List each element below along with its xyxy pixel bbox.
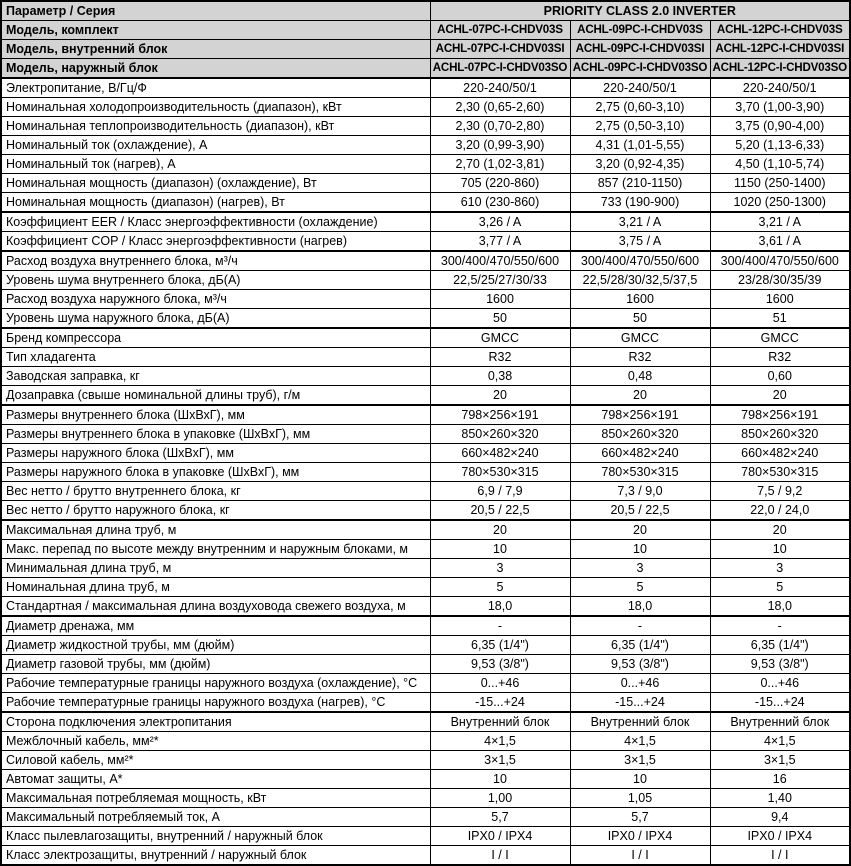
- spec-table-body: [1, 1, 850, 865]
- spec-value: 1600: [430, 290, 570, 309]
- table-row: [1, 751, 850, 770]
- spec-value: 3,21 / A: [570, 212, 710, 232]
- spec-value: 660×482×240: [710, 444, 850, 463]
- spec-row-label: Межблочный кабель, мм²*: [1, 732, 430, 751]
- spec-row-label: Максимальный потребляемый ток, А: [1, 808, 430, 827]
- spec-value: ACHL-07PC-I-CHDV03S: [430, 21, 570, 40]
- table-row: [1, 405, 850, 425]
- table-row: [1, 328, 850, 348]
- spec-value: 798×256×191: [710, 405, 850, 425]
- table-row: [1, 309, 850, 329]
- spec-value: 850×260×320: [710, 425, 850, 444]
- spec-value: 780×530×315: [430, 463, 570, 482]
- spec-row-label: Модель, наружный блок: [1, 59, 430, 79]
- spec-value: 6,9 / 7,9: [430, 482, 570, 501]
- spec-value: GMCC: [710, 328, 850, 348]
- table-row: [1, 789, 850, 808]
- spec-row-label: Рабочие температурные границы наружного воздуха (охлаждение), °С: [1, 674, 430, 693]
- spec-value: 5,7: [430, 808, 570, 827]
- spec-row-label: Номинальный ток (нагрев), А: [1, 155, 430, 174]
- spec-value: 857 (210-1150): [570, 174, 710, 193]
- spec-row-label: Расход воздуха внутреннего блока, м³/ч: [1, 251, 430, 271]
- table-row: [1, 616, 850, 636]
- spec-value: 660×482×240: [430, 444, 570, 463]
- series-title: PRIORITY CLASS 2.0 INVERTER: [430, 1, 850, 21]
- spec-value: 220-240/50/1: [430, 78, 570, 98]
- spec-row-label: Уровень шума наружного блока, дБ(А): [1, 309, 430, 329]
- spec-value: 20,5 / 22,5: [430, 501, 570, 521]
- spec-value: 20: [430, 520, 570, 540]
- spec-value: 7,5 / 9,2: [710, 482, 850, 501]
- spec-value: 22,5/25/27/30/33: [430, 271, 570, 290]
- spec-value: -15...+24: [430, 693, 570, 713]
- spec-value: -: [570, 616, 710, 636]
- spec-value: 3,75 (0,90-4,00): [710, 117, 850, 136]
- spec-value: 300/400/470/550/600: [570, 251, 710, 271]
- spec-value: -: [710, 616, 850, 636]
- spec-value: 3,21 / A: [710, 212, 850, 232]
- spec-value: 1600: [570, 290, 710, 309]
- spec-value: Внутренний блок: [710, 712, 850, 732]
- spec-row-label: Сторона подключения электропитания: [1, 712, 430, 732]
- spec-row-label: Максимальная длина труб, м: [1, 520, 430, 540]
- spec-value: 5: [570, 578, 710, 597]
- spec-value: 5: [710, 578, 850, 597]
- spec-value: 3,26 / A: [430, 212, 570, 232]
- spec-value: 6,35 (1/4"): [430, 636, 570, 655]
- spec-value: 9,53 (3/8"): [710, 655, 850, 674]
- spec-value: 3×1,5: [570, 751, 710, 770]
- spec-value: 2,30 (0,65-2,60): [430, 98, 570, 117]
- spec-value: 1150 (250-1400): [710, 174, 850, 193]
- table-row: [1, 827, 850, 846]
- spec-value: 3: [710, 559, 850, 578]
- spec-row-label: Класс электрозащиты, внутренний / наружный блок: [1, 846, 430, 866]
- table-row: [1, 78, 850, 98]
- spec-value: 4,50 (1,10-5,74): [710, 155, 850, 174]
- table-row: [1, 212, 850, 232]
- spec-value: ACHL-09PC-I-CHDV03SI: [570, 40, 710, 59]
- spec-row-label: Номинальная длина труб, м: [1, 578, 430, 597]
- spec-value: 3×1,5: [430, 751, 570, 770]
- spec-value: 10: [430, 770, 570, 789]
- table-row: [1, 232, 850, 252]
- table-row: [1, 578, 850, 597]
- table-row: [1, 425, 850, 444]
- spec-value: 20: [570, 520, 710, 540]
- spec-value: 0,48: [570, 367, 710, 386]
- spec-value: 3,20 (0,92-4,35): [570, 155, 710, 174]
- spec-row-label: Бренд компрессора: [1, 328, 430, 348]
- spec-value: -15...+24: [570, 693, 710, 713]
- table-row: [1, 386, 850, 406]
- spec-row-label: Тип хладагента: [1, 348, 430, 367]
- spec-value: 3,70 (1,00-3,90): [710, 98, 850, 117]
- table-row: [1, 808, 850, 827]
- spec-value: ACHL-07PC-I-CHDV03SI: [430, 40, 570, 59]
- spec-value: Внутренний блок: [430, 712, 570, 732]
- spec-value: 10: [570, 540, 710, 559]
- spec-row-label: Уровень шума внутреннего блока, дБ(А): [1, 271, 430, 290]
- spec-value: 22,0 / 24,0: [710, 501, 850, 521]
- spec-row-label: Размеры наружного блока в упаковке (ШхВхГ), мм: [1, 463, 430, 482]
- table-row: [1, 482, 850, 501]
- spec-value: 4,31 (1,01-5,55): [570, 136, 710, 155]
- spec-value: 780×530×315: [710, 463, 850, 482]
- spec-row-label: Заводская заправка, кг: [1, 367, 430, 386]
- spec-row-label: Диаметр газовой трубы, мм (дюйм): [1, 655, 430, 674]
- spec-value: 3,77 / A: [430, 232, 570, 252]
- spec-value: 5,7: [570, 808, 710, 827]
- spec-row-label: Вес нетто / брутто внутреннего блока, кг: [1, 482, 430, 501]
- spec-row-label: Коэффициент COP / Класс энергоэффективности (нагрев): [1, 232, 430, 252]
- table-row: [1, 251, 850, 271]
- spec-value: 3,61 / A: [710, 232, 850, 252]
- spec-value: 9,53 (3/8"): [570, 655, 710, 674]
- spec-value: 10: [430, 540, 570, 559]
- table-row: [1, 846, 850, 866]
- spec-value: 5,20 (1,13-6,33): [710, 136, 850, 155]
- spec-value: 610 (230-860): [430, 193, 570, 213]
- spec-value: 850×260×320: [570, 425, 710, 444]
- spec-value: 0,38: [430, 367, 570, 386]
- spec-row-label: Номинальная мощность (диапазон) (нагрев), Вт: [1, 193, 430, 213]
- spec-value: 22,5/28/30/32,5/37,5: [570, 271, 710, 290]
- spec-row-label: Максимальная потребляемая мощность, кВт: [1, 789, 430, 808]
- spec-value: 798×256×191: [430, 405, 570, 425]
- spec-row-label: Стандартная / максимальная длина воздуховода свежего воздуха, м: [1, 597, 430, 617]
- spec-value: 1,00: [430, 789, 570, 808]
- spec-row-label: Автомат защиты, А*: [1, 770, 430, 789]
- spec-value: 705 (220-860): [430, 174, 570, 193]
- table-row: [1, 655, 850, 674]
- spec-value: 20,5 / 22,5: [570, 501, 710, 521]
- spec-value: I / I: [710, 846, 850, 866]
- table-row: [1, 117, 850, 136]
- spec-value: 0...+46: [710, 674, 850, 693]
- table-row: [1, 59, 850, 79]
- spec-value: 7,3 / 9,0: [570, 482, 710, 501]
- series-header-row: [1, 1, 850, 21]
- spec-value: ACHL-09PC-I-CHDV03S: [570, 21, 710, 40]
- table-row: [1, 40, 850, 59]
- spec-value: R32: [710, 348, 850, 367]
- spec-value: 3: [570, 559, 710, 578]
- spec-row-label: Минимальная длина труб, м: [1, 559, 430, 578]
- spec-value: 300/400/470/550/600: [710, 251, 850, 271]
- spec-value: 5: [430, 578, 570, 597]
- spec-value: 3,20 (0,99-3,90): [430, 136, 570, 155]
- spec-value: 660×482×240: [570, 444, 710, 463]
- spec-value: ACHL-12PC-I-CHDV03S: [710, 21, 850, 40]
- spec-value: ACHL-12PC-I-CHDV03SO: [710, 59, 850, 79]
- table-row: [1, 732, 850, 751]
- spec-value: 798×256×191: [570, 405, 710, 425]
- spec-value: 0...+46: [570, 674, 710, 693]
- spec-value: 51: [710, 309, 850, 329]
- spec-row-label: Расход воздуха наружного блока, м³/ч: [1, 290, 430, 309]
- spec-row-label: Размеры наружного блока (ШхВхГ), мм: [1, 444, 430, 463]
- spec-value: 1,40: [710, 789, 850, 808]
- spec-row-label: Дозаправка (свыше номинальной длины труб), г/м: [1, 386, 430, 406]
- spec-row-label: Модель, комплект: [1, 21, 430, 40]
- table-row: [1, 21, 850, 40]
- spec-row-label: Коэффициент EER / Класс энергоэффективности (охлаждение): [1, 212, 430, 232]
- spec-row-label: Класс пылевлагозащиты, внутренний / наружный блок: [1, 827, 430, 846]
- spec-value: 10: [570, 770, 710, 789]
- spec-value: 2,30 (0,70-2,80): [430, 117, 570, 136]
- table-row: [1, 674, 850, 693]
- spec-value: ACHL-09PC-I-CHDV03SO: [570, 59, 710, 79]
- spec-value: 20: [570, 386, 710, 406]
- spec-value: 2,75 (0,50-3,10): [570, 117, 710, 136]
- table-row: [1, 193, 850, 213]
- spec-value: ACHL-07PC-I-CHDV03SO: [430, 59, 570, 79]
- spec-row-label: Макс. перепад по высоте между внутренним и наружным блоками, м: [1, 540, 430, 559]
- spec-value: 1600: [710, 290, 850, 309]
- spec-row-label: Номинальный ток (охлаждение), А: [1, 136, 430, 155]
- table-row: [1, 136, 850, 155]
- spec-value: 50: [430, 309, 570, 329]
- spec-row-label: Номинальная теплопроизводительность (диапазон), кВт: [1, 117, 430, 136]
- spec-value: 18,0: [570, 597, 710, 617]
- spec-value: GMCC: [430, 328, 570, 348]
- table-row: [1, 98, 850, 117]
- table-row: [1, 501, 850, 521]
- spec-value: IPX0 / IPX4: [710, 827, 850, 846]
- spec-value: 4×1,5: [430, 732, 570, 751]
- spec-value: 1,05: [570, 789, 710, 808]
- spec-value: 9,53 (3/8"): [430, 655, 570, 674]
- spec-value: R32: [570, 348, 710, 367]
- table-row: [1, 367, 850, 386]
- table-row: [1, 597, 850, 617]
- spec-value: R32: [430, 348, 570, 367]
- spec-value: IPX0 / IPX4: [430, 827, 570, 846]
- spec-value: 20: [710, 520, 850, 540]
- spec-value: 1020 (250-1300): [710, 193, 850, 213]
- spec-row-label: Диаметр дренажа, мм: [1, 616, 430, 636]
- spec-value: Внутренний блок: [570, 712, 710, 732]
- table-row: [1, 271, 850, 290]
- spec-value: 2,75 (0,60-3,10): [570, 98, 710, 117]
- spec-value: 3: [430, 559, 570, 578]
- spec-row-label: Рабочие температурные границы наружного воздуха (нагрев), °С: [1, 693, 430, 713]
- spec-value: ACHL-12PC-I-CHDV03SI: [710, 40, 850, 59]
- table-row: [1, 520, 850, 540]
- spec-value: 23/28/30/35/39: [710, 271, 850, 290]
- spec-value: 18,0: [430, 597, 570, 617]
- spec-value: 20: [430, 386, 570, 406]
- spec-value: 2,70 (1,02-3,81): [430, 155, 570, 174]
- spec-row-label: Модель, внутренний блок: [1, 40, 430, 59]
- spec-row-label: Номинальная мощность (диапазон) (охлаждение), Вт: [1, 174, 430, 193]
- spec-value: -: [430, 616, 570, 636]
- table-row: [1, 540, 850, 559]
- table-row: [1, 348, 850, 367]
- spec-value: 4×1,5: [570, 732, 710, 751]
- table-row: [1, 559, 850, 578]
- spec-value: IPX0 / IPX4: [570, 827, 710, 846]
- param-series-header: Параметр / Серия: [1, 1, 430, 21]
- spec-value: 0,60: [710, 367, 850, 386]
- table-row: [1, 463, 850, 482]
- spec-row-label: Диаметр жидкостной трубы, мм (дюйм): [1, 636, 430, 655]
- spec-row-label: Силовой кабель, мм²*: [1, 751, 430, 770]
- spec-value: 6,35 (1/4"): [570, 636, 710, 655]
- spec-value: 300/400/470/550/600: [430, 251, 570, 271]
- spec-value: 6,35 (1/4"): [710, 636, 850, 655]
- spec-value: 850×260×320: [430, 425, 570, 444]
- table-row: [1, 155, 850, 174]
- table-row: [1, 712, 850, 732]
- spec-value: 9,4: [710, 808, 850, 827]
- spec-value: 220-240/50/1: [570, 78, 710, 98]
- spec-value: 20: [710, 386, 850, 406]
- spec-row-label: Размеры внутреннего блока (ШхВхГ), мм: [1, 405, 430, 425]
- spec-value: 16: [710, 770, 850, 789]
- table-row: [1, 444, 850, 463]
- table-row: [1, 636, 850, 655]
- table-row: [1, 770, 850, 789]
- spec-value: 3×1,5: [710, 751, 850, 770]
- spec-row-label: Номинальная холодопроизводительность (диапазон), кВт: [1, 98, 430, 117]
- spec-value: 780×530×315: [570, 463, 710, 482]
- table-row: [1, 693, 850, 713]
- spec-value: 0...+46: [430, 674, 570, 693]
- table-row: [1, 174, 850, 193]
- spec-row-label: Вес нетто / брутто наружного блока, кг: [1, 501, 430, 521]
- spec-value: 18,0: [710, 597, 850, 617]
- spec-row-label: Электропитание, В/Гц/Ф: [1, 78, 430, 98]
- spec-value: 10: [710, 540, 850, 559]
- spec-value: 220-240/50/1: [710, 78, 850, 98]
- table-row: [1, 290, 850, 309]
- spec-value: 3,75 / A: [570, 232, 710, 252]
- spec-value: 733 (190-900): [570, 193, 710, 213]
- spec-value: GMCC: [570, 328, 710, 348]
- spec-value: I / I: [430, 846, 570, 866]
- spec-value: 4×1,5: [710, 732, 850, 751]
- spec-row-label: Размеры внутреннего блока в упаковке (ШхВхГ), мм: [1, 425, 430, 444]
- spec-value: I / I: [570, 846, 710, 866]
- spec-value: -15...+24: [710, 693, 850, 713]
- spec-value: 50: [570, 309, 710, 329]
